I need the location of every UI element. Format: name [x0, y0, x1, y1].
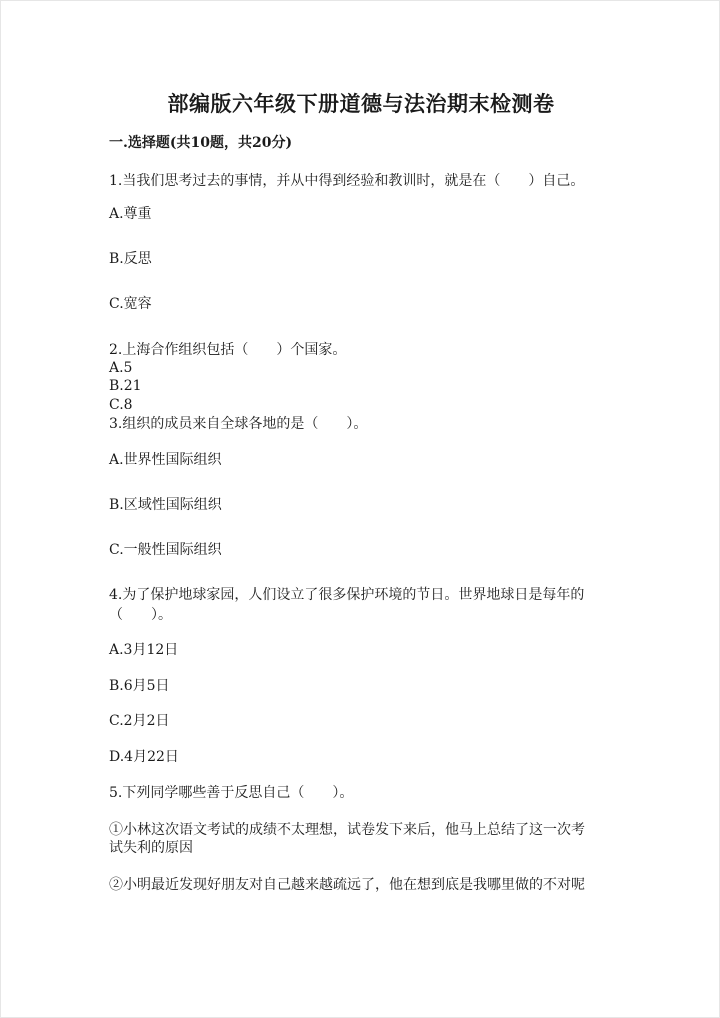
question-2-option-c: C.8 [109, 397, 133, 413]
question-5-item-2-line-1: ②小明最近发现好朋友对自己越来越疏远了，他在想到底是我哪里做的不对呢 [109, 877, 585, 893]
question-2-option-b: B.21 [109, 378, 142, 394]
question-4-option-d: D.4月22日 [109, 749, 179, 765]
question-1-option-a: A.尊重 [109, 206, 152, 222]
question-4-option-c: C.2月2日 [109, 713, 170, 729]
question-4-stem-line-1: 4.为了保护地球家园，人们设立了很多保护环境的节日。世界地球日是每年的 [109, 587, 585, 603]
question-2-option-a: A.5 [109, 360, 133, 376]
question-5-stem: 5.下列同学哪些善于反思自己（ ）。 [109, 785, 354, 801]
question-4-option-b: B.6月5日 [109, 678, 170, 694]
question-3-option-a: A.世界性国际组织 [109, 452, 222, 468]
question-3-stem: 3.组织的成员来自全球各地的是（ ）。 [109, 416, 368, 432]
page-title: 部编版六年级下册道德与法治期末检测卷 [167, 91, 555, 116]
question-3-option-c: C.一般性国际组织 [109, 542, 222, 558]
question-1-stem: 1.当我们思考过去的事情，并从中得到经验和教训时，就是在（ ）自己。 [109, 173, 585, 189]
question-1-option-c: C.宽容 [109, 296, 152, 312]
section-heading: 一.选择题(共10题，共20分) [109, 135, 293, 151]
question-2-stem: 2.上海合作组织包括（ ）个国家。 [109, 342, 347, 358]
question-4-stem-line-2: （ ）。 [109, 607, 172, 623]
question-5-item-1-line-2: 试失利的原因 [109, 840, 193, 856]
question-4-option-a: A.3月12日 [109, 642, 179, 658]
question-3-option-b: B.区域性国际组织 [109, 497, 222, 513]
question-5-item-1-line-1: ①小林这次语文考试的成绩不太理想，试卷发下来后，他马上总结了这一次考 [109, 822, 585, 838]
question-1-option-b: B.反思 [109, 251, 152, 267]
